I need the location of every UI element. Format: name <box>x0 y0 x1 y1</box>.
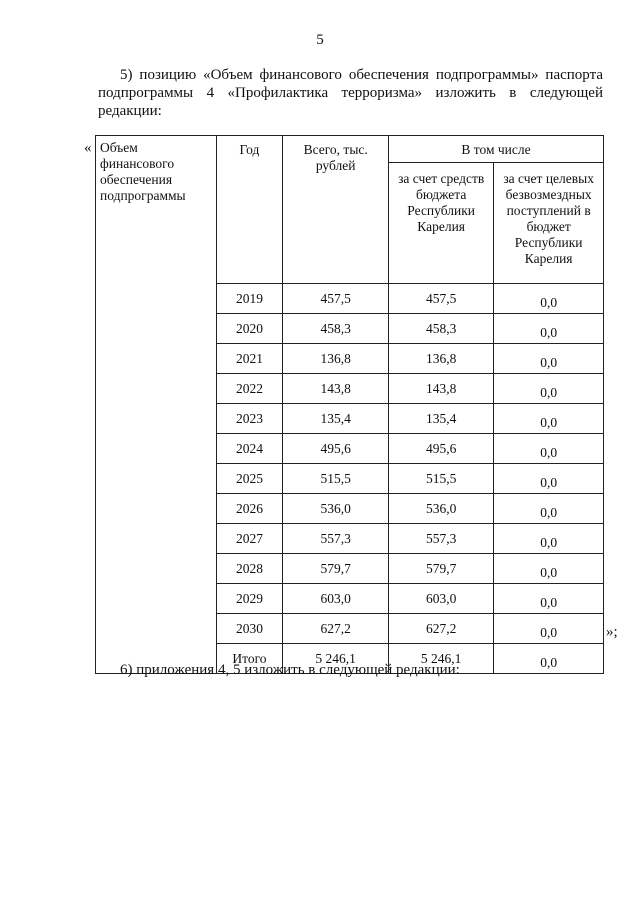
cell-total: 536,0 <box>283 494 389 524</box>
cell-budget: 135,4 <box>389 404 494 434</box>
cell-budget: 515,5 <box>389 464 494 494</box>
cell-year: 2028 <box>216 554 283 584</box>
paragraph-item-6: 6) приложения 4, 5 изложить в следующей редакции: <box>120 662 460 678</box>
cell-year: 2022 <box>216 374 283 404</box>
cell-year: 2019 <box>216 284 283 314</box>
cell-total: 557,3 <box>283 524 389 554</box>
cell-gratuitous: 0,0 <box>494 284 604 314</box>
opening-quote: « <box>84 140 92 156</box>
cell-year: 2025 <box>216 464 283 494</box>
cell-budget: 457,5 <box>389 284 494 314</box>
cell-total: 5 246,1 <box>283 644 389 674</box>
cell-total: 627,2 <box>283 614 389 644</box>
cell-gratuitous: 0,0 <box>494 344 604 374</box>
cell-total: 135,4 <box>283 404 389 434</box>
cell-total: 515,5 <box>283 464 389 494</box>
cell-total: 458,3 <box>283 314 389 344</box>
cell-gratuitous: 0,0 <box>494 314 604 344</box>
cell-year: 2027 <box>216 524 283 554</box>
cell-budget: 627,2 <box>389 614 494 644</box>
header-including: В том числе <box>389 136 604 163</box>
cell-gratuitous: 0,0 <box>494 644 604 674</box>
cell-year: 2026 <box>216 494 283 524</box>
cell-budget: 603,0 <box>389 584 494 614</box>
cell-gratuitous: 0,0 <box>494 494 604 524</box>
cell-budget: 458,3 <box>389 314 494 344</box>
cell-year: 2030 <box>216 614 283 644</box>
cell-budget: 136,8 <box>389 344 494 374</box>
cell-total: 143,8 <box>283 374 389 404</box>
page-number: 5 <box>316 32 324 48</box>
financing-table <box>95 135 604 674</box>
cell-year: Итого <box>216 644 283 674</box>
cell-budget: 536,0 <box>389 494 494 524</box>
header-total: Всего, тыс. рублей <box>283 136 389 284</box>
cell-total: 603,0 <box>283 584 389 614</box>
cell-gratuitous: 0,0 <box>494 524 604 554</box>
cell-gratuitous: 0,0 <box>494 614 604 644</box>
cell-gratuitous: 0,0 <box>494 584 604 614</box>
cell-budget: 495,6 <box>389 434 494 464</box>
paragraph-item-5: 5) позицию «Объем финансового обеспечения подпрограммы» паспорта подпрограммы 4 «Профилактика терроризма» изложить в следующей редакции: <box>98 67 603 119</box>
cell-total: 457,5 <box>283 284 389 314</box>
cell-budget: 143,8 <box>389 374 494 404</box>
closing-quote: »; <box>606 624 618 640</box>
cell-total: 495,6 <box>283 434 389 464</box>
cell-year: 2024 <box>216 434 283 464</box>
cell-year: 2021 <box>216 344 283 374</box>
cell-gratuitous: 0,0 <box>494 434 604 464</box>
header-gratuitous: за счет целевых безвозмездных поступлений в бюджет Республики Карелия <box>494 163 604 284</box>
header-year: Год <box>216 136 283 284</box>
cell-gratuitous: 0,0 <box>494 554 604 584</box>
cell-total: 136,8 <box>283 344 389 374</box>
cell-budget: 579,7 <box>389 554 494 584</box>
cell-total: 579,7 <box>283 554 389 584</box>
cell-budget: 5 246,1 <box>389 644 494 674</box>
cell-gratuitous: 0,0 <box>494 464 604 494</box>
cell-year: 2020 <box>216 314 283 344</box>
header-budget: за счет средств бюджета Республики Карелия <box>389 163 494 284</box>
cell-budget: 557,3 <box>389 524 494 554</box>
row-label-cell: Объем финансового обеспечения подпрограммы <box>96 136 217 674</box>
cell-year: 2023 <box>216 404 283 434</box>
cell-year: 2029 <box>216 584 283 614</box>
cell-gratuitous: 0,0 <box>494 374 604 404</box>
cell-gratuitous: 0,0 <box>494 404 604 434</box>
